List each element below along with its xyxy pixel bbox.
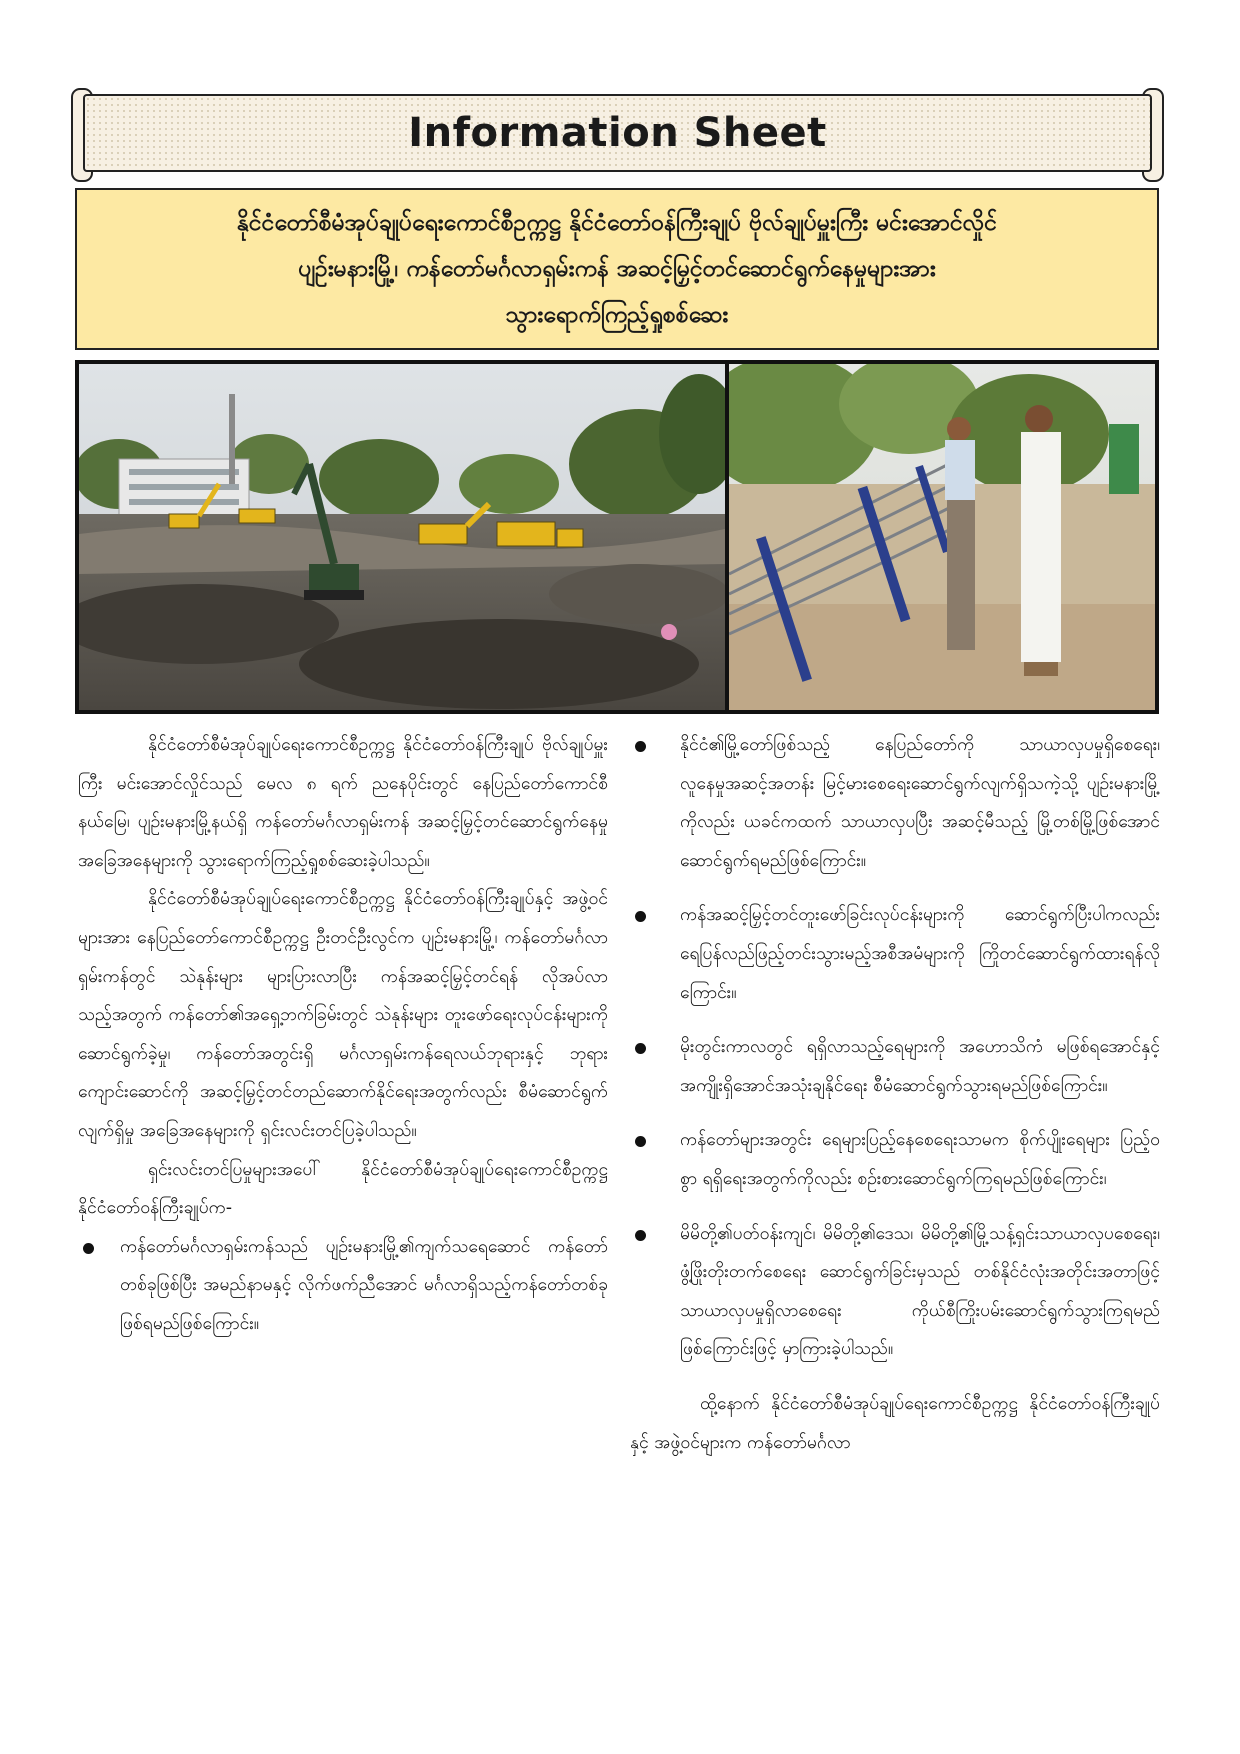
bullet-icon: [83, 1243, 94, 1254]
left-column: [78, 726, 608, 1360]
bullet-text: မိမိတို့၏ပတ်ဝန်းကျင်၊ မိမိတို့၏ဒေသ၊ မိမိတို့၏မြို့သန့်ရှင်းသာယာလှပစေရေး၊ ဖွံ့ဖြိုးတိုးတက်စေရေး ဆောင်ရွက်ခြင်းမှသည် တစ်နိုင်ငံလုံးအတိုင်းအတာဖြင့် သာယာလှပမှုရှိလာစေရေး ကိုယ်စီကြိုးပမ်းဆောင်ရွက်သွားကြရမည်ဖြစ်ကြောင်းဖြင့် မှာကြားခဲ့ပါသည်။: [680, 1223, 1160, 1360]
bullet-icon: [635, 741, 646, 752]
title-banner: [75, 88, 1160, 178]
bullet-text: မိုးတွင်းကာလတွင် ရရှိလာသည့်ရေများကို အဟောသိကံ မဖြစ်ရအောင်နှင့် အကျိုးရှိအောင်အသုံးချနိုင်ရေး စီမံဆောင်ရွက်သွားရမည်ဖြစ်ကြောင်း။: [680, 1037, 1160, 1096]
bullet-text: နိုင်ငံ၏မြို့တော်ဖြစ်သည့် နေပြည်တော်ကို သာယာလှပမှုရှိစေရေး၊ လူနေမှုအဆင့်အတန်း မြင့်မားစေရေးဆောင်ရွက်လျက်ရှိသကဲ့သို့ ပျဉ်းမနားမြို့ကိုလည်း ယခင်ကထက် သာယာလှပပြီး အဆင့်မီသည့် မြို့တစ်မြို့ဖြစ်အောင် ဆောင်ရွက်ရမည်ဖြစ်ကြောင်း။: [680, 735, 1160, 871]
closing-paragraph: ထို့နောက် နိုင်ငံတော်စီမံအုပ်ချုပ်ရေးကောင်စီဥက္ကဋ္ဌ နိုင်ငံတော်ဝန်ကြီးချုပ်နှင့် အဖွဲ့ဝင်များက ကန်တော်မင်္ဂလာ: [630, 1393, 1160, 1453]
officials-inspection-photo: [729, 364, 1155, 710]
bullet-text: ကန်တော်မင်္ဂလာရှမ်းကန်သည် ပျဉ်းမနားမြို့၏ကျက်သရေဆောင် ကန်တော်တစ်ခုဖြစ်ပြီး အမည်နာမနှင့် လိုက်ဖက်ညီအောင် မင်္ဂလာရှိသည့်ကန်တော်တစ်ခုဖြစ်ရမည်ဖြစ်ကြောင်း။: [120, 1236, 608, 1334]
list-item: [630, 1028, 1160, 1105]
bullet-icon: [635, 1230, 646, 1241]
headline-line-2: ပျဉ်းမနားမြို့၊ ကန်တော်မင်္ဂလာရှမ်းကန် အဆင့်မြှင့်တင်ဆောင်ရွက်နေမှုများအား: [298, 256, 936, 282]
right-column: [630, 726, 1160, 1462]
list-item: [630, 1121, 1160, 1198]
body-paragraph-2: နိုင်ငံတော်စီမံအုပ်ချုပ်ရေးကောင်စီဥက္ကဋ္ဌ နိုင်ငံတော်ဝန်ကြီးချုပ်နှင့် အဖွဲ့ဝင်များအား နေပြည်တော်ကောင်စီဥက္ကဋ္ဌ ဦးတင်ဦးလွင်က ပျဉ်းမနားမြို့၊ ကန်တော်မင်္ဂလာ ရှမ်းကန်တွင် သဲနုန်းများ များပြားလာပြီး ကန်အဆင့်မြှင့်တင်ရန် လိုအပ်လာသည့်အတွက် ကန်တော်၏အရှေ့ဘက်ခြမ်းတွင် သဲနုန်းများ တူးဖော်ရေးလုပ်ငန်းများကို ဆောင်ရွက်ခဲ့မှု၊ ကန်တော်အတွင်းရှိ မင်္ဂလာရှမ်းကန်ရေလယ်ဘုရားနှင့် ဘုရားကျောင်းဆောင်ကို အဆင့်မြှင့်တင်တည်ဆောက်နိုင်ရေးအတွက်လည်း စီမံဆောင်ရွက်လျက်ရှိမှု အခြေအနေများကို ရှင်းလင်းတင်ပြခဲ့ပါသည်။: [78, 889, 608, 1141]
left-bullet-list: [78, 1228, 608, 1344]
right-bullet-list: [630, 726, 1160, 1369]
list-item: [78, 1228, 608, 1344]
list-item: [630, 896, 1160, 1012]
bullet-text: ကန်အဆင့်မြှင့်တင်တူးဖော်ခြင်းလုပ်ငန်းများကို ဆောင်ရွက်ပြီးပါကလည်း ရေပြန်လည်ဖြည့်တင်းသွားမည့်အစီအမံများကို ကြိုတင်ဆောင်ရွက်ထားရန်လိုကြောင်း။: [680, 905, 1160, 1003]
list-item: [630, 1215, 1160, 1369]
body-paragraph-1: နိုင်ငံတော်စီမံအုပ်ချုပ်ရေးကောင်စီဥက္ကဋ္ဌ နိုင်ငံတော်ဝန်ကြီးချုပ် ဗိုလ်ချုပ်မှူးကြီး မင်းအောင်လှိုင်သည် မေလ ၈ ရက် ညနေပိုင်းတွင် နေပြည်တော်ကောင်စီနယ်မြေ၊ ပျဉ်းမနားမြို့နယ်ရှိ ကန်တော်မင်္ဂလာရှမ်းကန် အဆင့်မြှင့်တင်ဆောင်ရွက်နေမှုအခြေအနေများကို သွားရောက်ကြည့်ရှုစစ်ဆေးခဲ့ပါသည်။: [78, 735, 608, 871]
bullet-icon: [635, 1043, 646, 1054]
headline-line-1: နိုင်ငံတော်စီမံအုပ်ချုပ်ရေးကောင်စီဥက္ကဋ္ဌ နိုင်ငံတော်ဝန်ကြီးချုပ် ဗိုလ်ချုပ်မှူးကြီး မင်းအောင်လှိုင်: [236, 210, 998, 236]
photo-strip: [75, 360, 1159, 714]
body-paragraph-3: ရှင်းလင်းတင်ပြမှုများအပေါ် နိုင်ငံတော်စီမံအုပ်ချုပ်ရေးကောင်စီဥက္ကဋ္ဌ နိုင်ငံတော်ဝန်ကြီးချုပ်က-: [78, 1159, 608, 1219]
bullet-text: ကန်တော်များအတွင်း ရေများပြည့်နေစေရေးသာမက စိုက်ပျိုးရေများ ပြည့်ဝစွာ ရရှိရေးအတွက်ကိုလည်း စဉ်းစားဆောင်ရွက်ကြရမည်ဖြစ်ကြောင်း၊: [680, 1130, 1160, 1189]
list-item: [630, 726, 1160, 880]
excavation-site-photo: [79, 364, 725, 710]
headline-line-3: သွားရောက်ကြည့်ရှုစစ်ဆေး: [505, 302, 729, 328]
bullet-icon: [635, 1136, 646, 1147]
page-title: Information Sheet: [408, 110, 827, 156]
banner-body: [83, 94, 1152, 172]
bullet-icon: [635, 911, 646, 922]
headline-box: [75, 188, 1159, 350]
